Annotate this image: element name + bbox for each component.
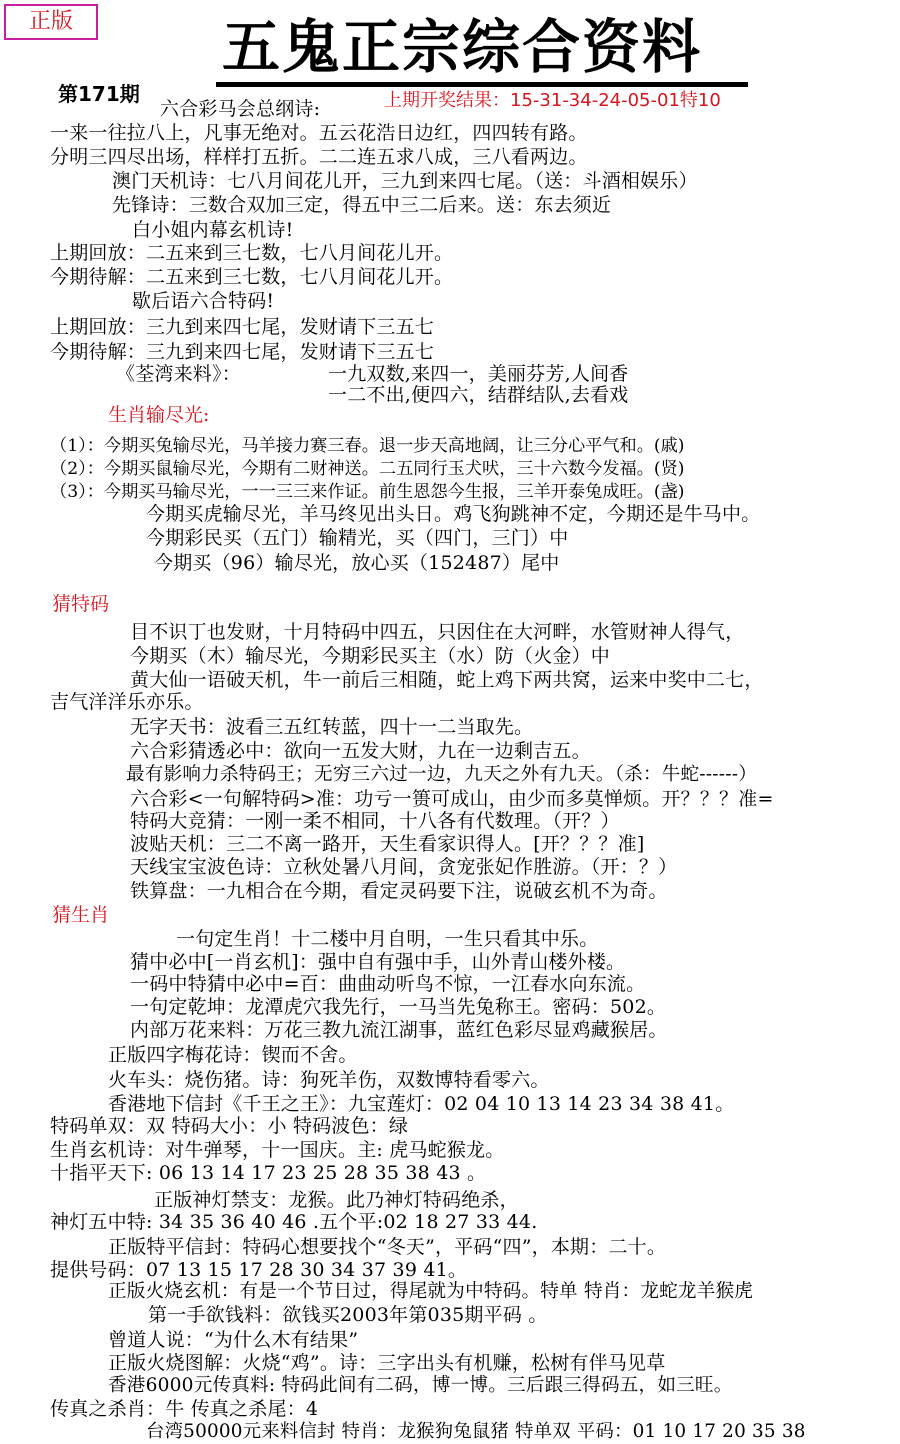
section-heading: 猜生肖: [52, 904, 110, 926]
text-line: 天线宝宝波色诗：立秋处暑八月间，贪宠张妃作胜游。（开：？）: [130, 856, 678, 878]
last-draw-result: 上期开奖结果：15-31-34-24-05-01特10: [384, 90, 721, 111]
text-line: 一二不出,便四六，结群结队,去看戏: [328, 384, 629, 406]
issue-number: 第171期: [58, 82, 140, 106]
text-line: 猜中必中[一肖玄机]：强中自有强中手，山外青山楼外楼。: [130, 951, 626, 973]
text-line: 传真之杀肖：牛 传真之杀尾：4: [50, 1398, 319, 1420]
text-line: 一九双数,来四一，美丽芬芳,人间香: [328, 363, 629, 385]
text-line: 波贴天机：三二不离一路开，天生看家识得人。[开？？？准]: [130, 833, 645, 855]
text-line: 今期买（木）输尽光，今期彩民买主（水）防（火金）中: [130, 645, 611, 667]
text-line: （1）：今期买兔输尽光，马羊接力赛三春。退一步天高地阔，让三分心平气和。(戚): [50, 436, 685, 456]
text-line: 一来一往拉八上，凡事无绝对。五云花浩日边红，四四转有路。: [50, 122, 588, 144]
text-line: 正版火烧玄机：有是一个节日过，得尾就为中特码。特单 特肖：龙蛇龙羊猴虎: [108, 1281, 754, 1302]
text-line: 先锋诗：三数合双加三定，得五中三二后来。送：东去须近: [112, 194, 612, 216]
text-line: （3）：今期买马输尽光，一一三三来作证。前生恩怨今生报，三羊开泰兔成旺。(盏): [50, 482, 685, 502]
text-line: 香港6000元传真料: 特码此间有二码，博一博。三后跟三得码五，如三旺。: [108, 1375, 733, 1396]
text-line: 十指平天下: 06 13 14 17 23 25 28 35 38 43 。: [50, 1162, 487, 1184]
text-line: 一句定乾坤：龙潭虎穴我先行，一马当先兔称王。密码：502。: [130, 996, 667, 1018]
text-line: 正版神灯禁支：龙猴。此乃神灯特码绝杀，: [154, 1189, 519, 1211]
text-line: （2）：今期买鼠输尽光，今期有二财神送。二五同行玉犬吠，三十六数今发福。(贤): [50, 459, 685, 479]
text-line: 今期买虎输尽光，羊马终见出头日。鸡飞狗跳神不定，今期还是牛马中。: [146, 503, 761, 525]
section-heading: 猜特码: [52, 593, 110, 615]
text-line: 今期买（96）输尽光，放心买（152487）尾中: [154, 552, 560, 574]
text-line: 白小姐内幕玄机诗!: [132, 219, 294, 241]
text-line: 香港地下信封《千王之王》：九宝莲灯：02 04 10 13 14 23 34 38 41。: [108, 1093, 735, 1115]
text-line: 今期待解：二五来到三七数，七八月间花儿开。: [50, 266, 454, 288]
text-line: 六合彩猜透必中：欲向一五发大财，九在一边剩吉五。: [130, 740, 591, 762]
text-line: 一句定生肖！十二楼中月自明，一生只看其中乐。: [176, 928, 599, 950]
text-line: 吉气洋洋乐亦乐。: [50, 691, 204, 713]
section-heading: 生肖输尽光:: [108, 404, 210, 426]
edition-badge: 正版: [4, 4, 98, 40]
text-line: 正版四字梅花诗：锲而不舍。: [108, 1044, 358, 1066]
text-line: 台湾50000元来料信封 特肖：龙猴狗兔鼠猪 特单双 平码：01 10 17 20 35 38: [146, 1421, 806, 1442]
text-line: 一码中特猜中必中=百：曲曲动听鸟不惊，一江春水向东流。: [130, 973, 646, 995]
text-line: 特码大竞猜：一刚一柔不相同，十八各有代数理。（开？）: [130, 810, 620, 832]
text-line: 正版火烧图解：火烧“鸡”。诗：三字出头有机赚，松树有伴马见草: [108, 1352, 666, 1374]
text-line: 目不识丁也发财，十月特码中四五，只因住在大河畔，水管财神人得气，: [130, 621, 745, 643]
text-line: 黄大仙一语破天机，牛一前后三相随，蛇上鸡下两共窝，运来中奖中二七，: [130, 669, 764, 691]
text-line: 上期回放：三九到来四七尾，发财请下三五七: [50, 316, 435, 338]
text-line: 今期彩民买（五门）输精光，买（四门，三门）中: [146, 527, 569, 549]
text-line: 澳门天机诗：七八月间花儿开，三九到来四七尾。（送：斗酒相娱乐）: [112, 170, 698, 192]
text-line: 今期待解：三九到来四七尾，发财请下三五七: [50, 341, 435, 363]
text-line: 曾道人说：“为什么木有结果”: [108, 1329, 359, 1351]
text-line: 分明三四尽出场，样样打五折。二二连五求八成，三八看两边。: [50, 146, 588, 168]
text-line: 内部万花来料：万花三教九流江湖事，蓝红色彩尽显鸡藏猴居。: [130, 1019, 668, 1041]
text-line: 第一手欲钱料：欲钱买2003年第035期平码 。: [148, 1304, 548, 1326]
text-line: 火车头：烧伤猪。诗：狗死羊伤，双数博特看零六。: [108, 1069, 550, 1091]
text-line: 提供号码：07 13 15 17 28 30 34 37 39 41。: [50, 1259, 468, 1281]
text-line: 上期回放：二五来到三七数，七八月间花儿开。: [50, 242, 454, 264]
text-line: 生肖玄机诗：对牛弹琴，十一国庆。主: 虎马蛇猴龙。: [50, 1139, 505, 1161]
text-line: 《荃湾来料》：: [116, 363, 241, 385]
text-line: 歇后语六合特码!: [132, 290, 275, 312]
text-line: 六合彩<一句解特码>准：功亏一篑可成山，由少而多莫惮烦。开？？？准=: [130, 788, 774, 810]
text-line: 正版特平信封：特码心想要找个“冬天”，平码“四”，本期：二十。: [108, 1236, 667, 1258]
page-title: 五鬼正宗综合资料: [222, 13, 703, 81]
text-line: 最有影响力杀特码王；无穷三六过一边，九天之外有九天。（杀：牛蛇------）: [126, 764, 757, 785]
text-line: 特码单双：双 特码大小：小 特码波色：绿: [50, 1115, 409, 1137]
text-line: 无字天书：波看三五红转蓝，四十一二当取先。: [130, 716, 534, 738]
text-line: 六合彩马会总纲诗:: [160, 98, 321, 120]
title-underline: [216, 82, 748, 87]
text-line: 神灯五中特: 34 35 36 40 46 .五个平:02 18 27 33 44.: [50, 1211, 538, 1233]
text-line: 铁算盘：一九相合在今期，看定灵码要下注，说破玄机不为奇。: [130, 880, 668, 902]
